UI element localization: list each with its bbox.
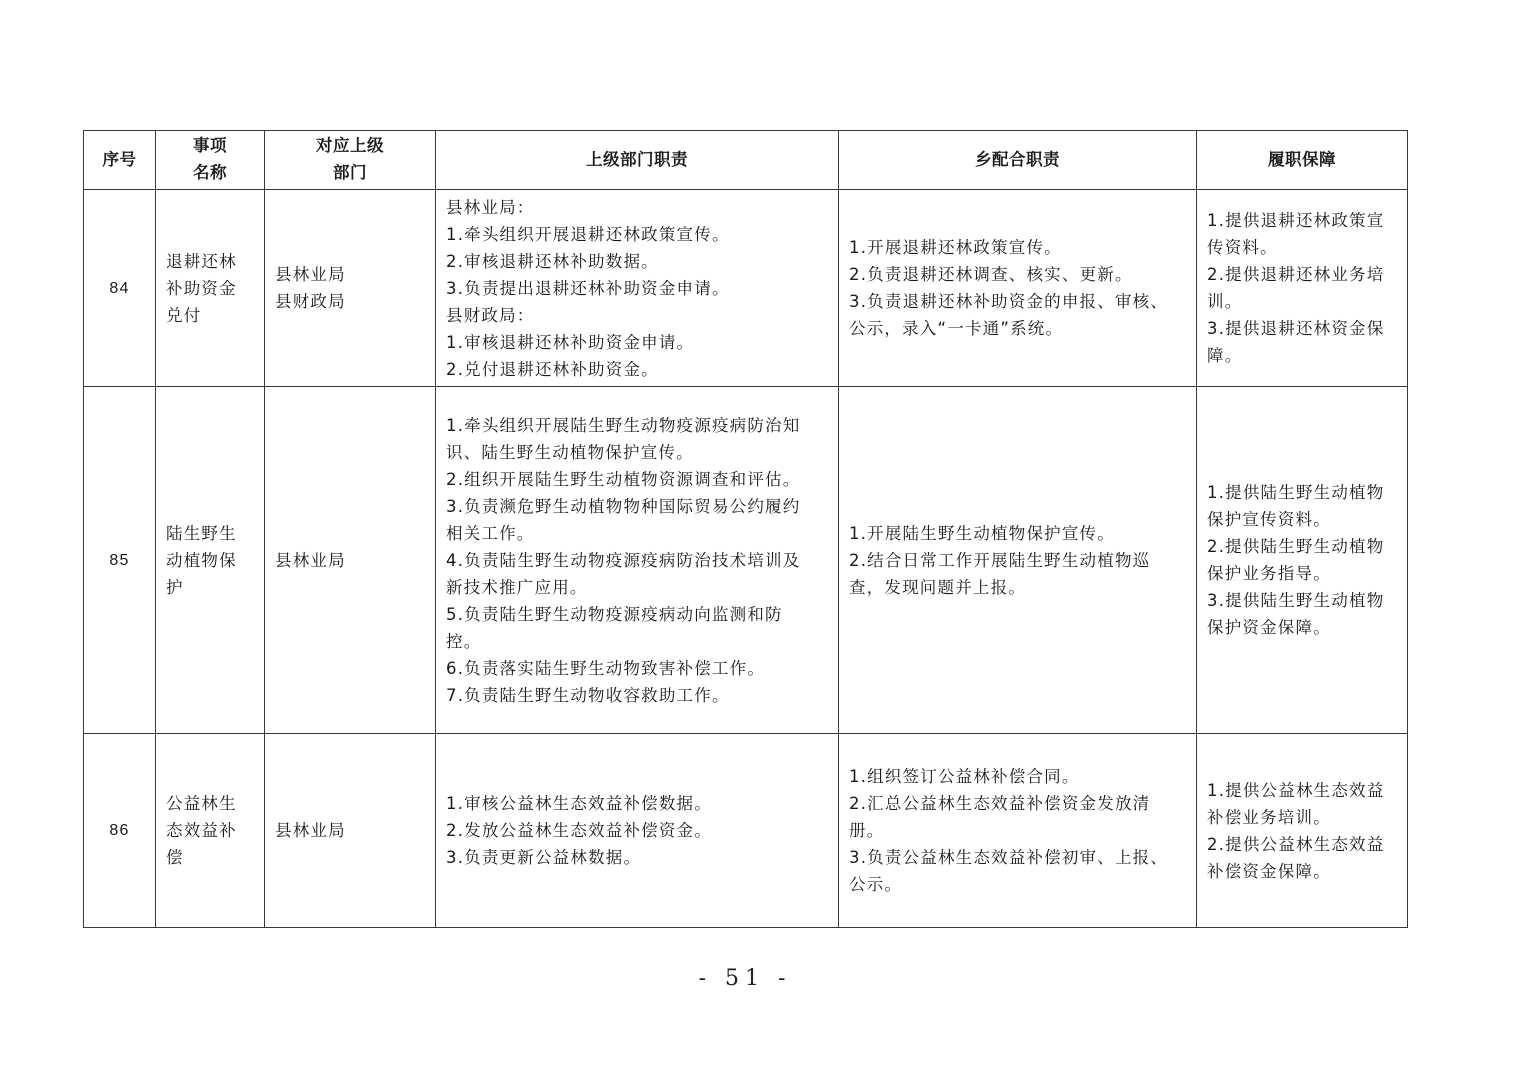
cell-line: 陆生野生 [166, 523, 237, 543]
cell-line: 训。 [1207, 292, 1243, 311]
header-township-duty: 乡配合职责 [839, 131, 1197, 190]
cell-line: 县林业局 [275, 821, 346, 840]
cell-line: 2.审核退耕还林补助数据。 [446, 251, 659, 271]
cell-line: 县林业局： [446, 197, 535, 217]
cell-line: 公益林生 [166, 794, 237, 813]
cell-line: 控。 [446, 631, 482, 651]
cell-line: 2.负责退耕还林调查、核实、更新。 [849, 265, 1133, 284]
cell-line: 公示，录入“一卡通”系统。 [849, 319, 1064, 338]
header-upper-duty: 上级部门职责 [436, 131, 839, 190]
dept-cell [265, 190, 436, 387]
cell-line: 兑付 [166, 305, 202, 325]
cell-line: 传资料。 [1207, 238, 1278, 257]
cell-line: 护 [166, 577, 184, 597]
cell-line: 7.负责陆生野生动物收容救助工作。 [446, 685, 730, 705]
cell-line: 县财政局 [275, 292, 346, 311]
cell-line: 补偿业务培训。 [1207, 807, 1331, 827]
cell-line: 1.牵头组织开展退耕还林政策宣传。 [446, 224, 730, 244]
seq-cell: 86 [84, 734, 156, 928]
cell-line: 动植物保 [166, 550, 237, 570]
cell-line: 县林业局 [275, 265, 346, 284]
cell-line: 3.负责提出退耕还林补助资金申请。 [446, 278, 730, 298]
cell-line: 保护资金保障。 [1207, 618, 1331, 637]
cell-line: 公示。 [849, 875, 903, 894]
dept-cell [265, 734, 436, 928]
guarantee-cell [1197, 387, 1408, 734]
cell-line: 2.汇总公益林生态效益补偿资金发放清 [849, 794, 1151, 813]
cell-line: 2.提供公益林生态效益 [1207, 834, 1385, 854]
header-seq: 序号 [84, 131, 156, 190]
cell-line: 册。 [849, 821, 885, 840]
item-name-cell [156, 734, 265, 928]
cell-line: 1.牵头组织开展陆生野生动物疫源疫病防治知 [446, 415, 801, 435]
cell-line: 县财政局： [446, 305, 535, 325]
cell-line: 3.负责濒危野生动植物物种国际贸易公约履约 [446, 496, 801, 516]
cell-line: 新技术推广应用。 [446, 577, 588, 597]
header-row [84, 131, 1408, 190]
cell-line: 3.负责公益林生态效益补偿初审、上报、 [849, 848, 1169, 867]
cell-line: 补助资金 [166, 278, 237, 298]
item-name-cell [156, 387, 265, 734]
cell-line: 3.负责更新公益林数据。 [446, 848, 642, 867]
header-dept-line: 对应上级 [316, 137, 384, 155]
header-item-name-line: 事项 [193, 137, 227, 155]
cell-line: 识、陆生野生动植物保护宣传。 [446, 442, 694, 462]
upper-duty-cell [436, 734, 839, 928]
header-item-name-line: 名称 [193, 164, 227, 182]
cell-line: 保护宣传资料。 [1207, 510, 1331, 529]
cell-line: 1.提供公益林生态效益 [1207, 780, 1385, 800]
township-duty-cell [839, 387, 1197, 734]
cell-line: 1.提供退耕还林政策宣 [1207, 211, 1385, 230]
cell-line: 2.兑付退耕还林补助资金。 [446, 359, 659, 379]
township-duty-cell [839, 734, 1197, 928]
guarantee-cell [1197, 734, 1408, 928]
cell-line: 障。 [1207, 346, 1243, 365]
cell-line: 2.提供陆生野生动植物 [1207, 537, 1385, 556]
cell-line: 1.开展陆生野生动植物保护宣传。 [849, 523, 1115, 543]
cell-line: 3.负责退耕还林补助资金的申报、审核、 [849, 292, 1169, 311]
cell-line: 县林业局 [275, 550, 346, 570]
cell-line: 2.组织开展陆生野生动植物资源调查和评估。 [446, 469, 801, 489]
cell-line: 3.提供陆生野生动植物 [1207, 591, 1385, 610]
cell-line: 补偿资金保障。 [1207, 861, 1331, 881]
table-row [84, 734, 1408, 928]
cell-line: 5.负责陆生野生动物疫源疫病动向监测和防 [446, 604, 783, 624]
cell-line: 相关工作。 [446, 523, 535, 543]
seq-cell: 84 [84, 190, 156, 387]
table-row [84, 190, 1408, 387]
township-duty-cell [839, 190, 1197, 387]
cell-line: 2.提供退耕还林业务培 [1207, 265, 1385, 284]
cell-line: 1.提供陆生野生动植物 [1207, 483, 1385, 502]
dept-cell [265, 387, 436, 734]
duty-table [83, 130, 1408, 928]
cell-line: 6.负责落实陆生野生动物致害补偿工作。 [446, 658, 766, 678]
table-row [84, 387, 1408, 734]
cell-line: 1.审核退耕还林补助资金申请。 [446, 332, 695, 352]
page-number: - 51 - [698, 966, 792, 991]
guarantee-cell [1197, 190, 1408, 387]
seq-cell: 85 [84, 387, 156, 734]
cell-line: 1.组织签订公益林补偿合同。 [849, 767, 1080, 786]
cell-line: 1.开展退耕还林政策宣传。 [849, 238, 1062, 257]
upper-duty-cell [436, 387, 839, 734]
cell-line: 查，发现问题并上报。 [849, 577, 1026, 597]
cell-line: 1.审核公益林生态效益补偿数据。 [446, 794, 712, 813]
cell-line: 4.负责陆生野生动物疫源疫病防治技术培训及 [446, 550, 801, 570]
header-dept [265, 131, 436, 190]
upper-duty-cell [436, 190, 839, 387]
cell-line: 退耕还林 [166, 251, 237, 271]
cell-line: 保护业务指导。 [1207, 564, 1331, 583]
header-item-name [156, 131, 265, 190]
cell-line: 态效益补 [166, 821, 237, 840]
item-name-cell [156, 190, 265, 387]
header-guarantee: 履职保障 [1197, 131, 1408, 190]
cell-line: 3.提供退耕还林资金保 [1207, 319, 1385, 338]
cell-line: 2.结合日常工作开展陆生野生动植物巡 [849, 550, 1151, 570]
cell-line: 2.发放公益林生态效益补偿资金。 [446, 821, 712, 840]
cell-line: 偿 [166, 848, 184, 867]
header-dept-line: 部门 [333, 164, 367, 182]
